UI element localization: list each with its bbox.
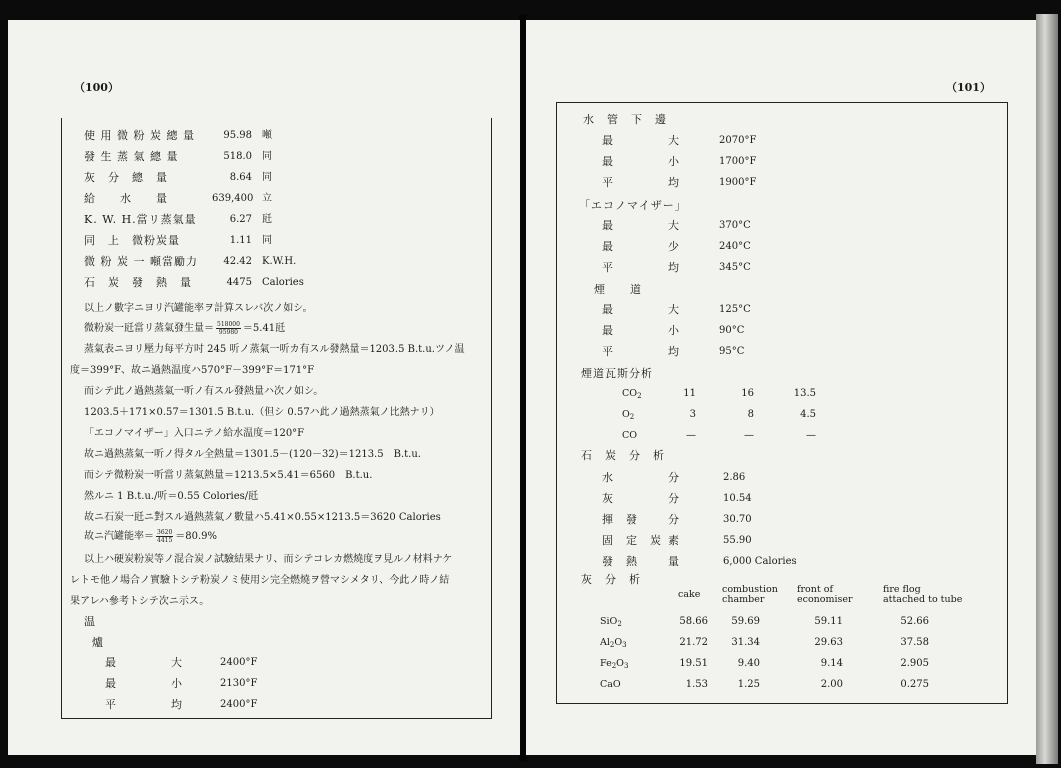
gas-value: — — [744, 430, 754, 441]
section-title: 温 — [84, 615, 96, 628]
text-line: 微粉炭一瓩當リ蒸氣發生量＝ $\frac{518000}{95980}$ ＝5.41瓩 — [84, 321, 286, 336]
page-number: （100） — [74, 81, 119, 94]
row-value: 55.90 — [723, 535, 752, 546]
row-unit: 同 — [262, 151, 272, 162]
ash-value: 0.275 — [900, 679, 929, 690]
row-value: 2070°F — [719, 135, 757, 146]
row-unit: 噸 — [262, 130, 272, 141]
ash-value: 59.11 — [814, 616, 843, 627]
row-value: 2400°F — [220, 657, 258, 668]
row-label: 灰 分 總 量 — [84, 171, 168, 184]
section-subtitle: 爐 — [92, 636, 104, 649]
ash-compound: $Fe_2O_3$ — [600, 658, 629, 670]
ash-compound: SiO$_2$ — [600, 616, 622, 628]
row-value: 1.11 — [229, 235, 252, 246]
section-title: 煙 道 — [594, 283, 642, 296]
row-unit: 同 — [262, 172, 272, 183]
table-frame — [556, 102, 1008, 704]
gas-value: 13.5 — [793, 388, 816, 399]
text-line: 而シテ微粉炭一听當リ蒸氣熱量＝1213.5×5.41＝6560 B.t.u. — [84, 470, 373, 481]
row-value: 4475 — [226, 277, 252, 288]
row-label: 量 — [668, 555, 680, 568]
text-line: 而シテ此ノ過熱蒸氣一听ノ有スル發熱量ハ次ノ如シ。 — [84, 386, 324, 397]
column-header: fire flog — [883, 584, 921, 595]
ash-value: 1.53 — [685, 679, 708, 690]
row-label: 小 — [668, 155, 680, 168]
row-label: 大 — [668, 219, 680, 232]
row-label: 大 — [171, 656, 183, 669]
column-header: chamber — [722, 594, 765, 605]
row-label: 少 — [668, 240, 680, 253]
ash-value: 58.66 — [679, 616, 708, 627]
ash-value: 9.40 — [737, 658, 760, 669]
ash-value: 19.51 — [679, 658, 708, 669]
text-line: 以上ハ硬炭粉炭等ノ混合炭ノ試驗結果ナリ、而シテコレカ燃燒度ヲ見ルノ材料ナケ — [84, 554, 453, 565]
gas-name: $O_2$ — [622, 409, 635, 421]
row-label: 最 — [602, 303, 614, 316]
column-header: economiser — [797, 594, 853, 605]
row-value: 345°C — [719, 262, 751, 273]
ash-value: 1.25 — [737, 679, 760, 690]
row-label: 平 — [602, 176, 614, 189]
row-label: 分 — [668, 492, 680, 505]
row-value: 90°C — [719, 325, 745, 336]
row-value: 518.0 — [223, 151, 252, 162]
ash-value: 52.66 — [900, 616, 929, 627]
column-header: combustion — [722, 584, 778, 595]
gas-value: — — [806, 430, 816, 441]
column-header: front of — [797, 584, 833, 595]
row-label: 大 — [668, 134, 680, 147]
text-line: 果アレハ參考トシテ次ニ示ス。 — [70, 596, 210, 607]
text-line: レトモ他ノ場合ノ實驗トシテ粉炭ノミ使用シ完全燃燒ヲ營マシメタリ、今此ノ時ノ結 — [70, 575, 450, 586]
gas-name: $CO_2$ — [622, 388, 642, 400]
row-value: 2130°F — [220, 678, 258, 689]
text-line: 故ニ石炭一瓩ニ對スル過熱蒸氣ノ數量ハ5.41×0.55×1213.5＝3620 Calories — [84, 512, 441, 523]
left-page — [8, 20, 520, 755]
row-label: 小 — [668, 324, 680, 337]
row-label: 平 — [105, 698, 117, 711]
row-unit: 立 — [262, 193, 272, 204]
gas-name: CO — [622, 430, 638, 441]
row-unit: Calories — [262, 277, 304, 288]
ash-value: 9.14 — [820, 658, 843, 669]
row-label: 素 — [668, 534, 680, 547]
gas-value: 11 — [683, 388, 696, 399]
row-value: 639,400 — [212, 193, 254, 204]
gas-value: 8 — [747, 409, 754, 420]
row-label: 同 上 微粉炭量 — [84, 234, 180, 247]
row-value: 30.70 — [723, 514, 752, 525]
row-value: 370°C — [719, 220, 751, 231]
section-title: 「エコノマイザー」 — [579, 199, 687, 212]
ash-value: 21.72 — [679, 637, 708, 648]
row-value: 95°C — [719, 346, 745, 357]
row-value: 240°C — [719, 241, 751, 252]
ash-value: 59.69 — [731, 616, 760, 627]
row-value: 10.54 — [723, 493, 752, 504]
text-line: 故ニ汽罐能率＝ $\frac{3620}{4415}$ ＝80.9% — [84, 529, 218, 544]
row-value: 6,000 Calories — [723, 556, 797, 567]
row-value: 42.42 — [223, 256, 252, 267]
text-line: 1203.5＋171×0.57＝1301.5 B.t.u.（但シ 0.57ハ此ノ過熱蒸氣ノ比熱ナリ） — [84, 407, 440, 418]
row-label: 最 — [105, 656, 117, 669]
text-line: 度＝399°F、故ニ過熱温度ハ570°F－399°F＝171°F — [70, 365, 315, 376]
right-page — [526, 20, 1036, 755]
ash-value: 31.34 — [731, 637, 760, 648]
row-label: 平 — [602, 261, 614, 274]
fraction: $\frac{518000}{95980}$ — [217, 321, 240, 336]
text-line: 以上ノ數字ニヨリ汽罐能率ヲ計算スレバ次ノ如シ。 — [84, 303, 313, 314]
row-label: 微 粉 炭 一 噸當勵力 — [84, 255, 198, 268]
row-label: 水 — [602, 471, 614, 484]
text-line: 然ルニ 1 B.t.u./听＝0.55 Colories/瓩 — [84, 491, 259, 502]
row-label: 最 — [602, 324, 614, 337]
row-label: 分 — [668, 513, 680, 526]
row-label: 最 — [602, 219, 614, 232]
ash-value: 29.63 — [814, 637, 843, 648]
text-line: 故ニ過熱蒸氣一听ノ得タル全熱量＝1301.5－(120－32)＝1213.5 B.t.u. — [84, 449, 421, 460]
row-unit: 同 — [262, 235, 272, 246]
section-title: 煙道瓦斯分析 — [581, 367, 653, 380]
row-label: 均 — [668, 261, 680, 274]
ash-compound: CaO — [600, 679, 621, 690]
row-label: 最 — [602, 155, 614, 168]
ash-compound: $Al_2O_3$ — [600, 637, 627, 649]
page-number: （101） — [946, 81, 991, 94]
page-edge — [1036, 14, 1058, 764]
row-unit: K.W.H. — [262, 256, 297, 267]
row-value: 125°C — [719, 304, 751, 315]
ash-value: 37.58 — [900, 637, 929, 648]
text-line: 「エコノマイザー」入口ニテノ給水温度＝120°F — [84, 428, 305, 439]
row-label: 大 — [668, 303, 680, 316]
row-value: 2400°F — [220, 699, 258, 710]
row-label: K. W. H.當リ蒸氣量 — [84, 213, 197, 226]
row-label: 石 炭 發 熱 量 — [84, 276, 192, 289]
row-label: 小 — [171, 677, 183, 690]
section-title: 水 管 下 邊 — [583, 113, 667, 126]
row-label: 平 — [602, 345, 614, 358]
row-value: 6.27 — [229, 214, 252, 225]
row-value: 1700°F — [719, 156, 757, 167]
column-header: cake — [678, 589, 701, 600]
row-label: 最 — [602, 134, 614, 147]
row-unit: 瓩 — [262, 214, 272, 225]
row-label: 固 定 炭 — [602, 534, 662, 547]
row-label: 使 用 微 粉 炭 總 量 — [84, 129, 195, 142]
row-label: 均 — [171, 698, 183, 711]
row-label: 均 — [668, 176, 680, 189]
row-label: 給 水 量 — [84, 192, 168, 205]
row-label: 最 — [105, 677, 117, 690]
row-value: 95.98 — [223, 130, 252, 141]
row-label: 發 熱 — [602, 555, 638, 568]
row-label: 灰 — [602, 492, 614, 505]
gas-value: 16 — [741, 388, 754, 399]
row-label: 揮 發 — [602, 513, 638, 526]
row-label: 發 生 蒸 氣 總 量 — [84, 150, 179, 163]
row-label: 分 — [668, 471, 680, 484]
gas-value: 3 — [689, 409, 696, 420]
gas-value: 4.5 — [800, 409, 816, 420]
section-title: 石 炭 分 析 — [581, 449, 665, 462]
row-value: 8.64 — [229, 172, 252, 183]
row-value: 2.86 — [723, 472, 746, 483]
text-line: 蒸氣表ニヨリ壓力每平方吋 245 听ノ蒸氣一听カ有スル發熱量＝1203.5 B.t.u.ツノ温 — [84, 344, 465, 355]
gas-value: — — [686, 430, 696, 441]
fraction: $\frac{3620}{4415}$ — [157, 529, 173, 544]
row-value: 1900°F — [719, 177, 757, 188]
ash-value: 2.905 — [900, 658, 929, 669]
row-label: 均 — [668, 345, 680, 358]
row-label: 最 — [602, 240, 614, 253]
section-title: 灰 分 析 — [581, 573, 641, 586]
column-header: attached to tube — [883, 594, 963, 605]
ash-value: 2.00 — [820, 679, 843, 690]
